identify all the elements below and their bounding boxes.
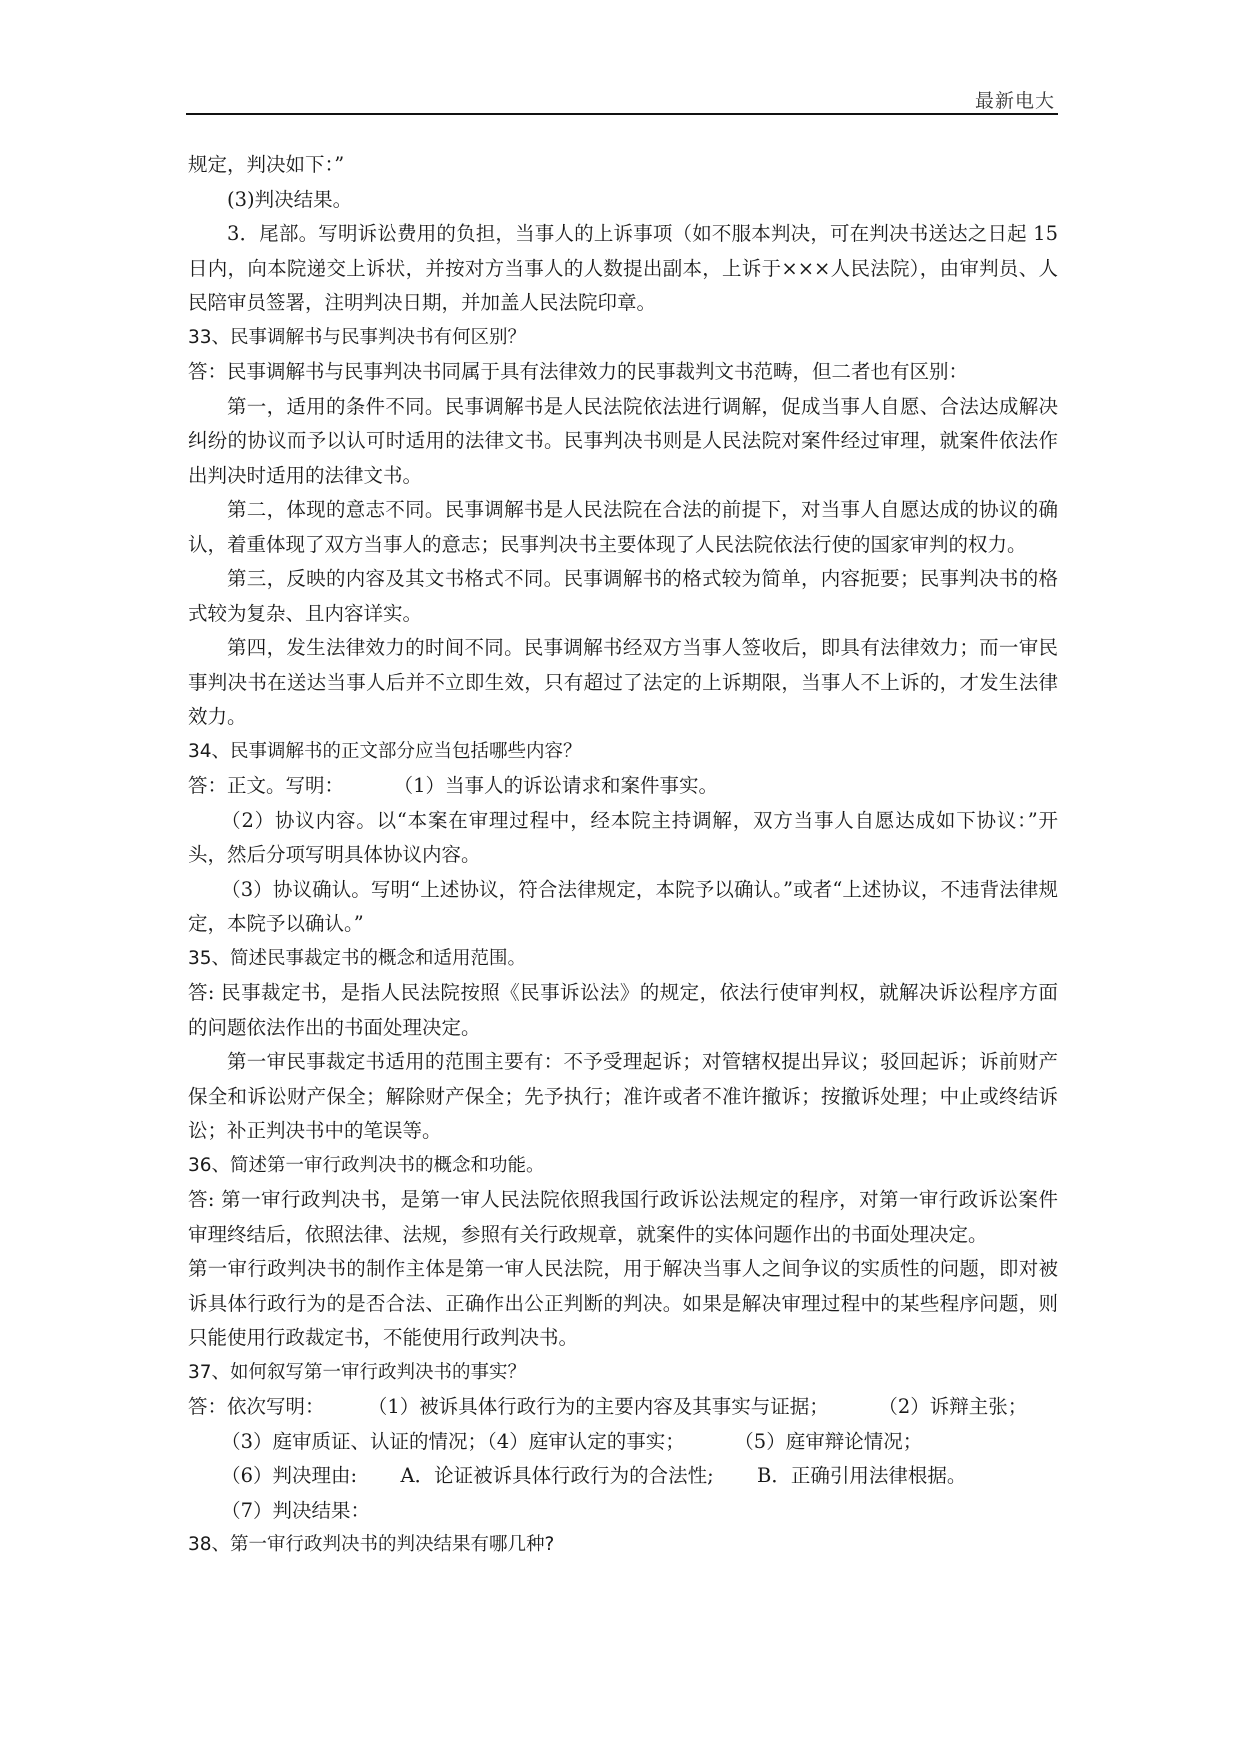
header-label: 最新电大 [974,90,1055,112]
question-heading: 34、民事调解书的正文部分应当包括哪些内容？ [188,740,582,762]
paragraph: 规定，判决如下：” [188,153,345,176]
answer-paragraph: 答: 第一审行政判决书，是第一审人民法院依照我国行政诉讼法规定的程序，对第一审行政诉讼案件审理终结后，依照法律、法规，参照有关行政规章，就案件的实体问题作出的书面处理决定。 [188,1188,1058,1246]
question-heading: 38、第一审行政判决书的判决结果有哪几种? [188,1534,555,1555]
paragraph: （7）判决结果： [221,1498,371,1522]
question-heading: 37、如何叙写第一审行政判决书的事实？ [188,1361,527,1383]
answer-paragraph: 答: 民事裁定书，是指人民法院按照《民事诉讼法》的规定，依法行使审判权，就解决诉讼程序方面的问题依法作出的书面处理决定。 [188,981,1058,1039]
paragraph: （3）协议确认。写明“上述协议，符合法律规定，本院予以确认。”或者“上述协议，不违背法律规定，本院予以确认。” [188,877,1058,935]
answer-paragraph: 答：民事调解书与民事判决书同属于具有法律效力的民事裁判文书范畴，但二者也有区别： [188,360,969,383]
answer-paragraph: 答：正文。写明： （1）当事人的诉讼请求和案件事实。 [188,774,718,797]
paragraph: 第一审民事裁定书适用的范围主要有：不予受理起诉；对管辖权提出异议；驳回起诉；诉前财产保全和诉讼财产保全；解除财产保全；先予执行；准许或者不准许撤诉；按撤诉处理；中止或终结诉讼；补正判决书中的笔误等。 [188,1050,1058,1142]
answer-paragraph: 答：依次写明： （1）被诉具体行政行为的主要内容及其事实与证据； （2）诉辩主张； [188,1395,1028,1418]
document-body [188,148,1065,1563]
question-heading: 33、民事调解书与民事判决书有何区别？ [188,326,527,348]
paragraph: 3．尾部。写明诉讼费用的负担，当事人的上诉事项（如不服本判决，可在判决书送达之日起 15 日内，向本院递交上诉状，并按对方当事人的人数提出副本，上诉于×××人民法院），由审判员、人民陪审员签署，注明判决日期，并加盖人民法院印章。 [188,222,1065,314]
paragraph: （2）协议内容。以“本案在审理过程中，经本院主持调解，双方当事人自愿达成如下协议：”开头，然后分项写明具体协议内容。 [188,808,1058,866]
paragraph: 第三，反映的内容及其文书格式不同。民事调解书的格式较为简单，内容扼要；民事判决书的格式较为复杂、且内容详实。 [188,567,1058,625]
paragraph: 第二，体现的意志不同。民事调解书是人民法院在合法的前提下，对当事人自愿达成的协议的确认，着重体现了双方当事人的意志；民事判决书主要体现了人民法院依法行使的国家审判的权力。 [188,498,1058,556]
paragraph: 第四，发生法律效力的时间不同。民事调解书经双方当事人签收后，即具有法律效力；而一审民事判决书在送达当事人后并不立即生效，只有超过了法定的上诉期限，当事人不上诉的，才发生法律效力。 [188,636,1058,728]
paragraph: 第一审行政判决书的制作主体是第一审人民法院，用于解决当事人之间争议的实质性的问题，即对被诉具体行政行为的是否合法、正确作出公正判断的判决。如果是解决审理过程中的某些程序问题，则只能使用行政裁定书，不能使用行政判决书。 [188,1257,1058,1349]
header-divider [186,113,1058,115]
question-heading: 35、简述民事裁定书的概念和适用范围。 [188,947,527,969]
paragraph: （6）判决理由: A．论证被诉具体行政行为的合法性; B．正确引用法律根据。 [221,1464,967,1487]
paragraph: 第一，适用的条件不同。民事调解书是人民法院依法进行调解，促成当事人自愿、合法达成解决纠纷的协议而予以认可时适用的法律文书。民事判决书则是人民法院对案件经过审理，就案件依法作出判决时适用的法律文书。 [188,394,1058,487]
question-heading: 36、简述第一审行政判决书的概念和功能。 [188,1154,545,1176]
paragraph: (3)判决结果。 [227,187,353,211]
paragraph: （3）庭审质证、认证的情况；（4）庭审认定的事实； （5）庭审辩论情况； [221,1429,923,1453]
